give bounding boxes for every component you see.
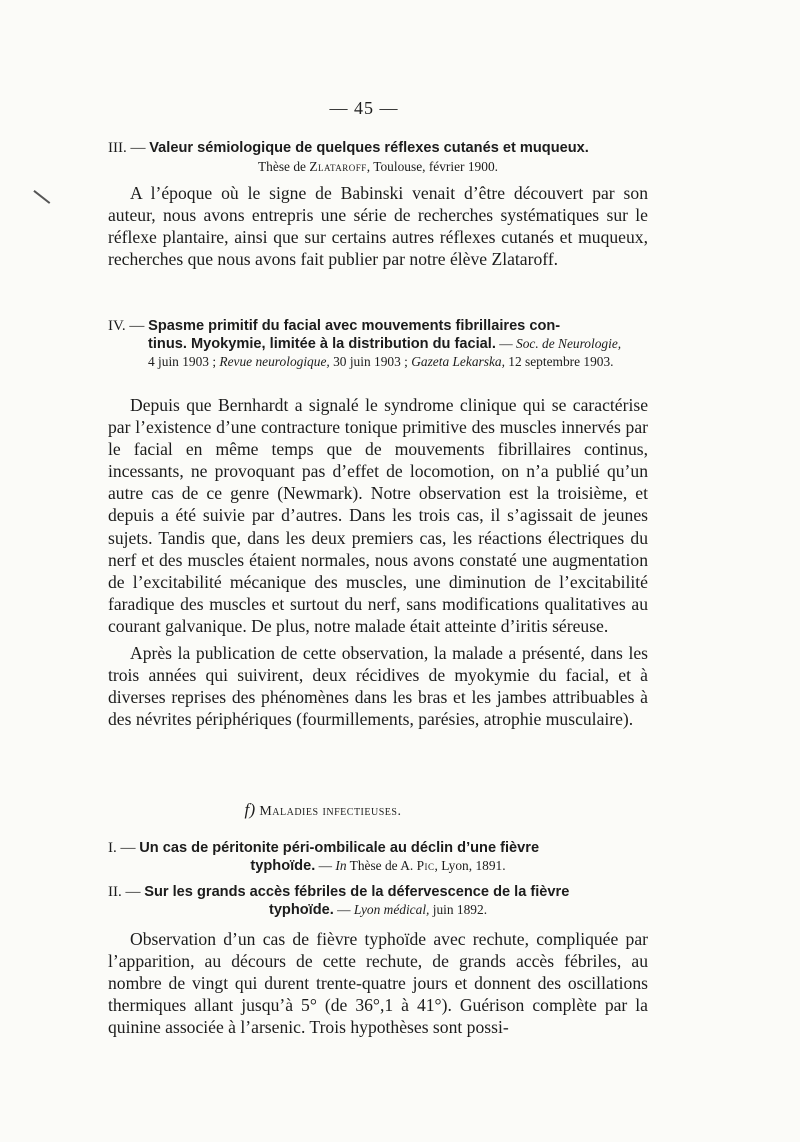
- entry-f-ii-dash: —: [121, 884, 145, 900]
- entry-f-ii-cite-sep: —: [333, 902, 354, 917]
- section-title: Maladies infectieuses.: [259, 804, 402, 819]
- entry-f-i-title-line1: Un cas de péritonite péri-ombilicale au déclin d’une fièvre: [139, 840, 540, 856]
- entry-iv-date2: 30 juin 1903 ;: [329, 354, 412, 369]
- entry-iv-date1: 4 juin 1903 ;: [148, 354, 220, 369]
- entry-f-ii-title: [108, 884, 648, 919]
- entry-f-ii-cite-date: juin 1892.: [429, 902, 488, 917]
- entry-iv-cite3: Gazeta Lekarska,: [411, 354, 505, 369]
- entry-f-i-cite-prefix: Thèse de A.: [346, 858, 417, 873]
- entry-f-i-dash: —: [116, 840, 140, 856]
- entry-iii-citation: [108, 159, 648, 175]
- entry-f-ii-cite-journal: Lyon médical,: [353, 902, 430, 917]
- paragraph-1: [108, 182, 648, 270]
- entry-iv-citations: [108, 353, 648, 370]
- entry-iii-title-line: [108, 140, 648, 157]
- entry-iv-cite-sep: —: [495, 336, 516, 351]
- entry-f-ii-title-line2: typhoïde.: [268, 902, 334, 918]
- entry-f-i-numeral: I.: [108, 840, 117, 856]
- stray-pen-mark: [34, 190, 51, 203]
- entry-f-i: [108, 840, 648, 875]
- entry-iv-title-line2-wrap: [108, 335, 648, 353]
- paragraph-4-text: Observation d’un cas de fièvre typhoïde avec rechute, compliquée par l’apparition, au décours de cette rechute, de grands accès fébriles, au nombre de vingt qui durent trente-quatre jours et donnent des oscillations thermiques allant jusqu’à 5° (de 36°,1 à 41°). Guérison complète par la quinine associée à l’arsenic. Trois hypothèses sont possi-: [108, 929, 648, 1038]
- entry-iv-cite1-part: Soc. de Neurologie,: [516, 336, 622, 351]
- entry-iv-date3: 12 septembre 1903.: [504, 354, 614, 369]
- paragraph-2-text: Depuis que Bernhardt a signalé le syndrome clinique qui se caractérise par l’existence d’une contracture tonique primitive des muscles innervés par le facial en même temps que de mouvements fibrillaires continus, incessants, ne provoquant pas d’effet de locomotion, on n’a publié qu’un autre cas de ce genre (Newmark). Notre observation est la troisième, et depuis a été suivie par d’autres. Dans les trois cas, il s’agissait de jeunes sujets. Tandis que, dans les deux premiers cas, les réactions électriques du nerf et des muscles étaient normales, nous avons constaté une augmentation de l’excitabilité mécanique des muscles, une diminution de l’excitabilité faradique des muscles et surtout du nerf, sans modifications qualitatives au courant galvanique. De plus, notre malade était atteinte d’iritis séreuse.: [108, 395, 648, 636]
- paragraph-4: [108, 928, 648, 1038]
- entry-iv-title: [108, 318, 648, 353]
- paragraph-2: [108, 394, 648, 730]
- entry-iii: [108, 140, 648, 175]
- paragraph-1-text: A l’époque où le signe de Babinski venait d’être découvert par son auteur, nous avons entrepris une série de recherches systématiques sur le réflexe plantaire, ainsi que sur certains autres réflexes cutanés et muqueux, recherches que nous avons fait publier par notre élève Zlataroff.: [108, 183, 648, 270]
- entry-f-i-cite-in: In: [335, 858, 347, 873]
- entry-f-ii-numeral: II.: [108, 884, 122, 900]
- section-letter: f): [244, 800, 256, 819]
- entry-iii-cite-author: Zlataroff: [309, 159, 367, 174]
- entry-f-i-title: [108, 840, 648, 875]
- entry-f-i-cite-author: Pic: [416, 858, 435, 873]
- entry-f-ii-line2: [108, 901, 648, 919]
- entry-f-i-title-line2: typhoïde.: [250, 858, 316, 874]
- paragraph-3-text: Après la publication de cette observation, la malade a présenté, dans les trois années qui suivirent, deux récidives de myokymie du facial, et à diverses reprises des phénomènes dans les bras et les jambes attribuables à des névrites périphériques (fourmillements, parésies, atrophie musculaire).: [108, 643, 648, 730]
- entry-iii-title: Valeur sémiologique de quelques réflexes cutanés et muqueux.: [149, 140, 589, 156]
- section-heading: [108, 800, 538, 820]
- entry-iv-dash: —: [125, 318, 149, 334]
- entry-f-i-line2: [108, 857, 648, 875]
- entry-iii-dash: —: [126, 140, 150, 156]
- page-number: — 45 —: [329, 98, 399, 118]
- entry-f-ii-title-line1: Sur les grands accès fébriles de la défervescence de la fièvre: [144, 884, 570, 900]
- entry-iv-title-line1: Spasme primitif du facial avec mouvements fibrillaires con-: [148, 318, 561, 334]
- entry-f-ii: [108, 884, 648, 919]
- entry-iii-numeral: III.: [108, 140, 127, 156]
- entry-f-i-cite-sep: —: [315, 858, 336, 873]
- entry-iii-cite-suffix: , Toulouse, février 1900.: [366, 159, 498, 174]
- entry-iv-numeral: IV.: [108, 318, 126, 334]
- entry-f-i-cite-suffix: , Lyon, 1891.: [434, 858, 506, 873]
- entry-iv-cite2: Revue neurologique,: [219, 354, 330, 369]
- entry-iv: [108, 318, 648, 370]
- entry-iv-title-line2: tinus. Myokymie, limitée à la distribution du facial.: [148, 336, 496, 352]
- entry-iii-cite-prefix: Thèse de: [258, 159, 310, 174]
